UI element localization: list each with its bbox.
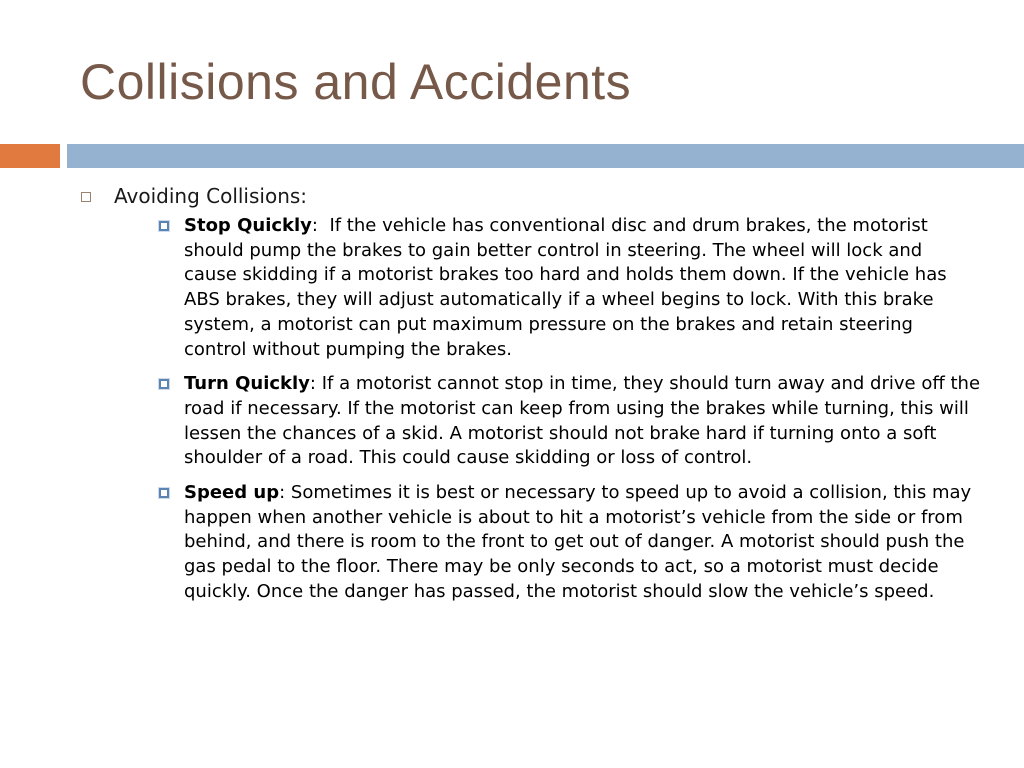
- slide-title: Collisions and Accidents: [80, 54, 632, 110]
- sub-bullet-term: Speed up: [184, 482, 280, 504]
- sub-bullet-list: [114, 214, 980, 605]
- sub-bullet-text: Sometimes it is best or necessary to speed up to avoid a collision, this may happen when another vehicle is about to hit a motorist’s vehicle from the side or from behind, and there is room to the front to get out of danger. A motorist should push the gas pedal to the floor. There may be only seconds to act, so a motorist must decide quickly. Once the danger has passed, the motorist should slow the vehicle’s speed.: [184, 482, 972, 602]
- sub-bullet-body: [184, 214, 980, 362]
- sub-bullet-separator: :: [279, 482, 291, 504]
- sub-bullet-stop-quickly: [151, 214, 980, 362]
- slide-content: [80, 182, 980, 615]
- square-bullet-icon: [159, 379, 169, 389]
- sub-bullet-speed-up: [151, 481, 980, 605]
- sub-bullet-separator: :: [311, 215, 330, 236]
- sub-bullet-body: [184, 372, 980, 471]
- title-accent-bar-orange: [0, 144, 60, 168]
- bullet-avoiding-collisions: [80, 182, 980, 605]
- square-bullet-icon: [159, 221, 169, 231]
- sub-bullet-text: If a motorist cannot stop in time, they should turn away and drive off the road if necessary. If the motorist can keep from using the brakes while turning, this will lessen the chances of a skid. A motorist should not brake hard if turning onto a soft shoulder of a road. This could cause skidding or loss of control.: [184, 373, 981, 469]
- square-bullet-icon: [159, 488, 169, 498]
- sub-bullet-body: [184, 481, 980, 605]
- sub-bullet-term: Stop Quickly: [184, 215, 312, 236]
- bullet-heading: Avoiding Collisions:: [114, 184, 308, 208]
- sub-bullet-term: Turn Quickly: [184, 373, 310, 395]
- hollow-square-bullet-icon: [81, 192, 91, 202]
- sub-bullet-turn-quickly: [151, 372, 980, 471]
- sub-bullet-separator: :: [309, 373, 322, 395]
- title-accent-bar-blue: [67, 144, 1024, 168]
- sub-bullet-text: If the vehicle has conventional disc and drum brakes, the motorist should pump the brakes to gain better control in steering. The wheel will lock and cause skidding if a motorist brakes too hard and holds them down. If the vehicle has ABS brakes, they will adjust automatically if a wheel begins to lock. With this brake system, a motorist can put maximum pressure on the brakes and retain steering control without pumping the brakes.: [184, 215, 947, 360]
